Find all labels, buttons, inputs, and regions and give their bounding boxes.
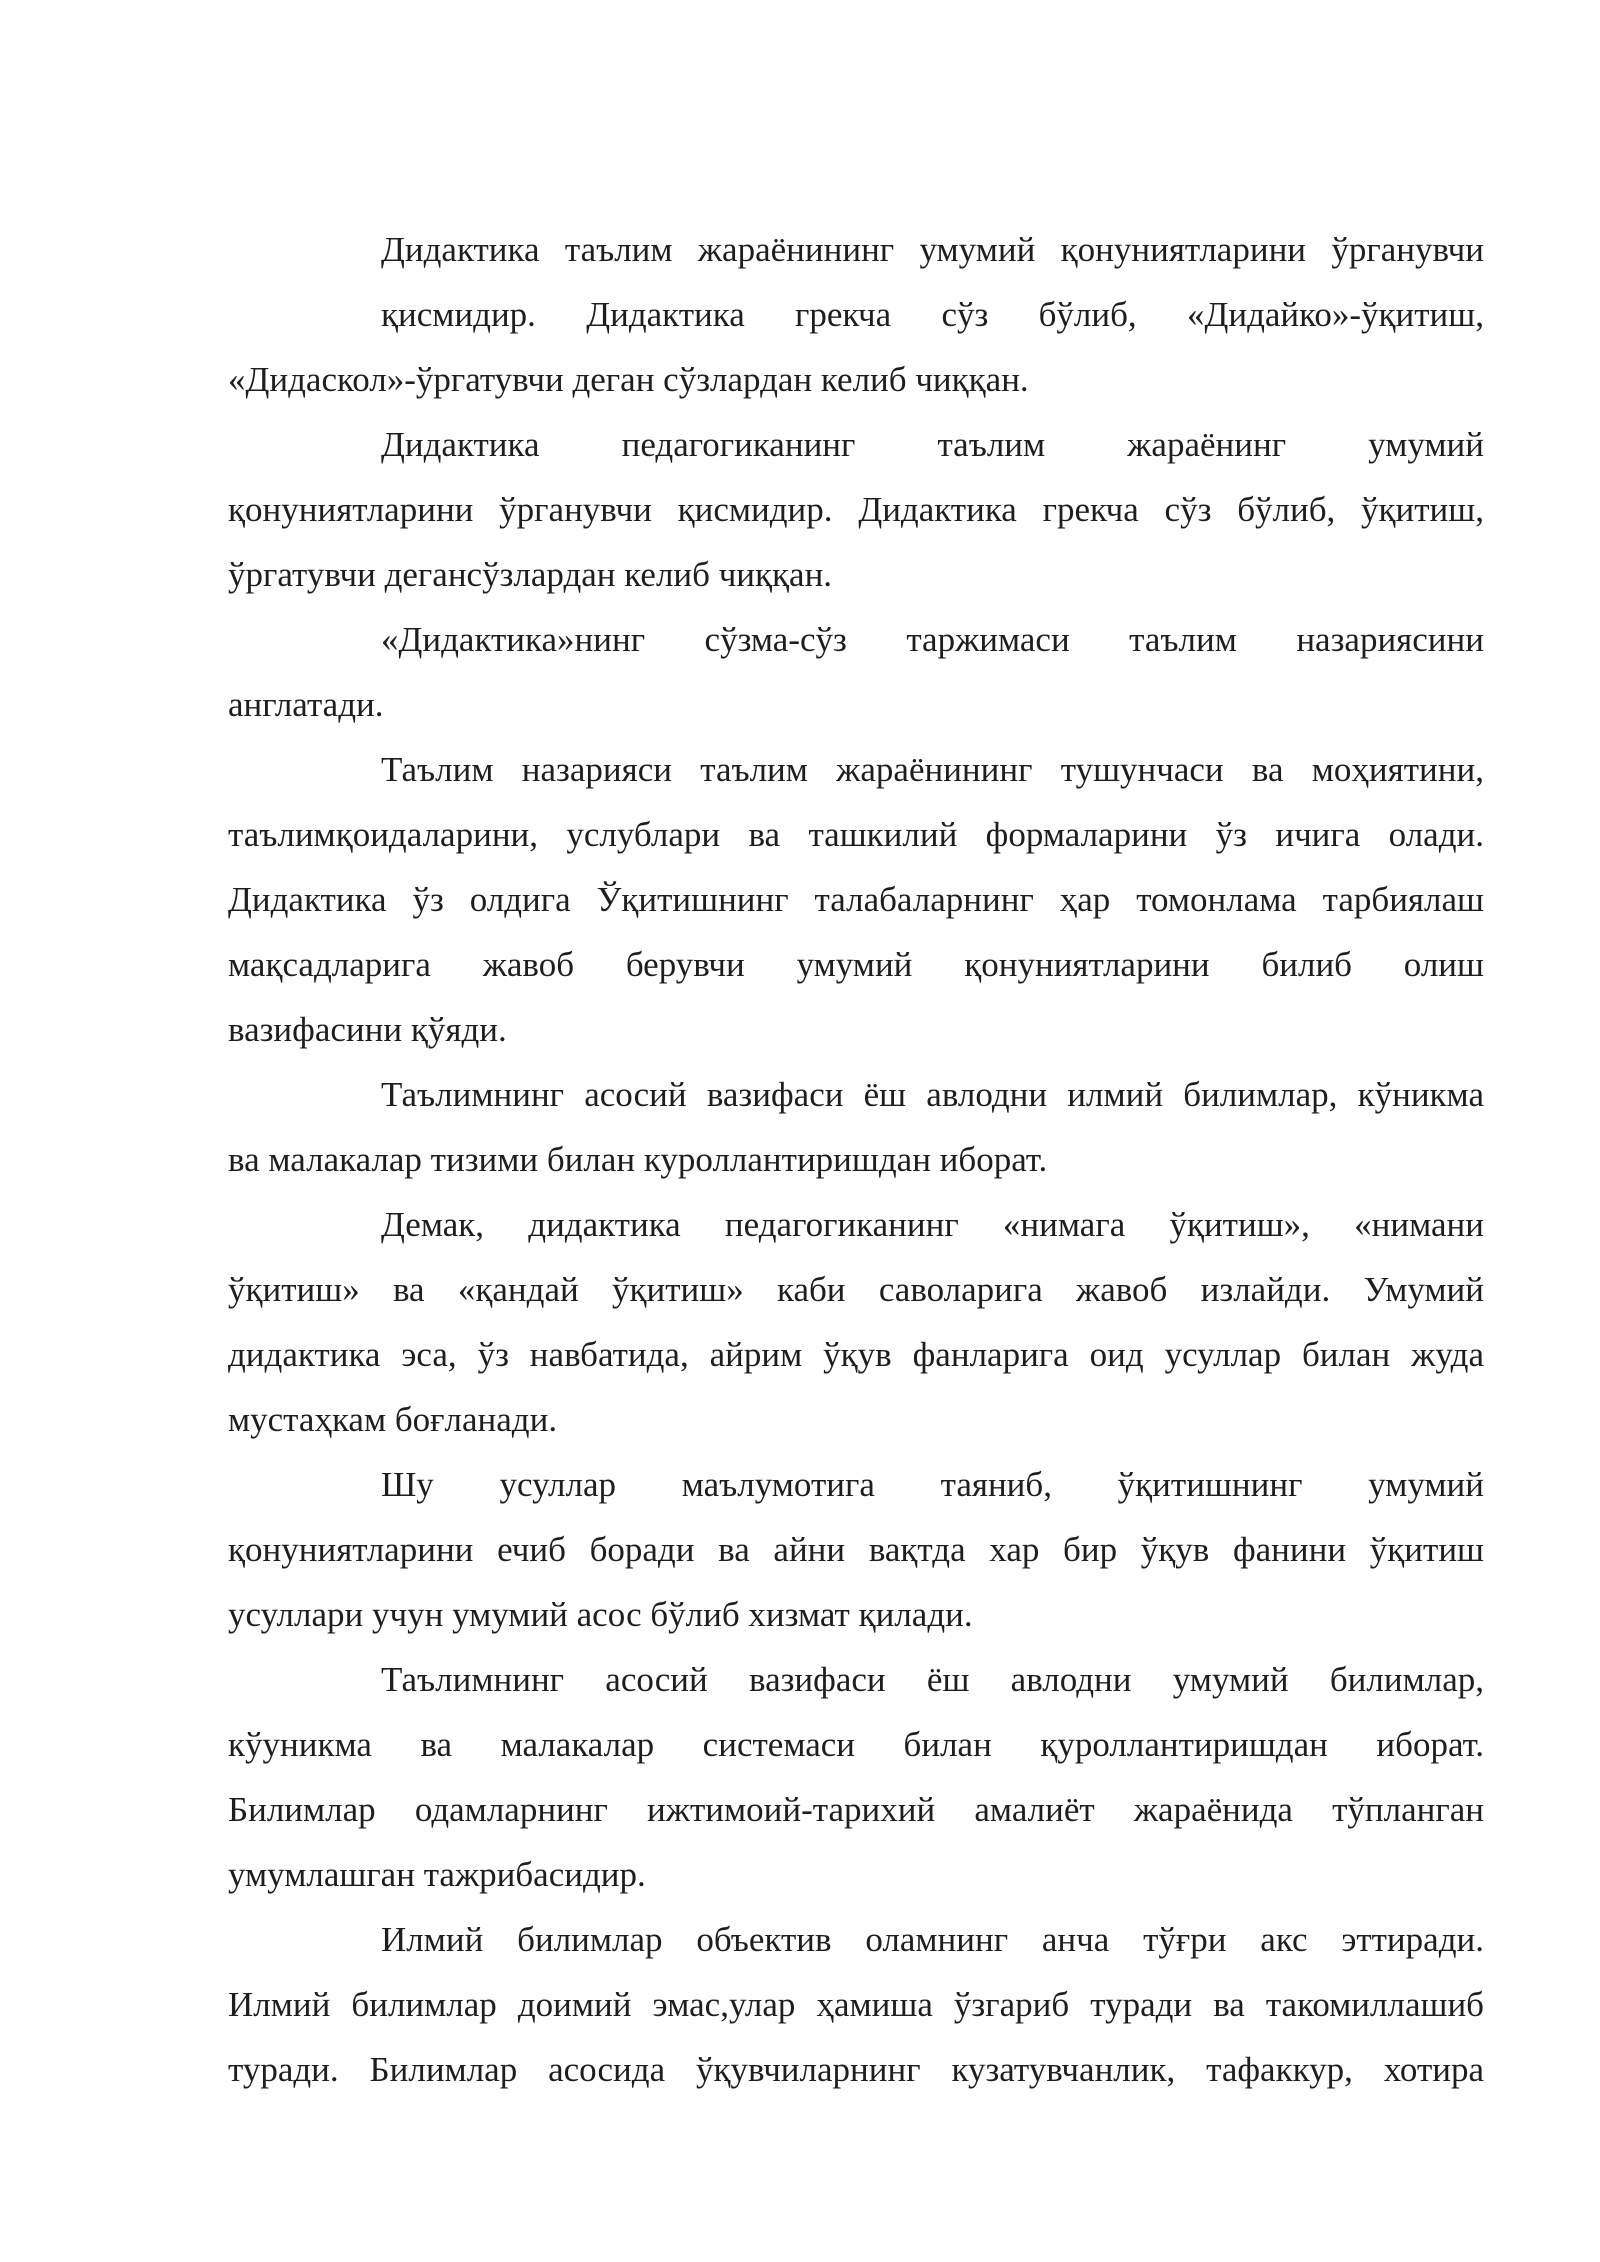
text-line: Дидактика таълим жараёнининг умумий қонуниятларини ўрганувчи: [381, 230, 1484, 269]
text-line: Дидактика педагогиканинг таълим жараёнинг умумий: [381, 425, 1484, 464]
text-line: туради. Билимлар асосида ўқувчиларнинг кузатувчанлик, тафаккур, хотира: [228, 2050, 1484, 2089]
text-line: Илмий билимлар доимий эмас,улар ҳамиша ўзгариб туради ва такомиллашиб: [228, 1985, 1484, 2024]
text-line: Шу усуллар маълумотига таяниб, ўқитишнинг умумий: [381, 1465, 1484, 1504]
text-line: Таълимнинг асосий вазифаси ёш авлодни умумий билимлар,: [381, 1660, 1484, 1699]
paragraph-4: [228, 737, 1484, 1062]
text-line: Таълимнинг асосий вазифаси ёш авлодни илмий билимлар, кўникма: [381, 1075, 1484, 1114]
text-line: ва малакалар тизими билан куроллантиришдан иборат.: [228, 1140, 1048, 1179]
text-line: Дидактика ўз олдига Ўқитишнинг талабаларнинг ҳар томонлама тарбиялаш: [228, 880, 1484, 919]
text-line: қонуниятларини ўрганувчи қисмидир. Дидактика грекча сўз бўлиб, ўқитиш,: [228, 490, 1484, 529]
text-line: вазифасини қўяди.: [228, 1010, 507, 1049]
text-line: дидактика эса, ўз навбатида, айрим ўқув фанларига оид усуллар билан жуда: [228, 1335, 1484, 1374]
text-line: таълимқоидаларини, услублари ва ташкилий формаларини ўз ичига олади.: [228, 815, 1484, 854]
paragraph-2: [228, 412, 1484, 607]
text-line: «Дидаскол»-ўргатувчи деган сўзлардан келиб чиққан.: [228, 360, 1029, 399]
text-line: умумлашган тажрибасидир.: [228, 1855, 646, 1894]
paragraph-6: [228, 1192, 1484, 1452]
text-line: ўқитиш» ва «қандай ўқитиш» каби саволарига жавоб излайди. Умумий: [228, 1270, 1484, 1309]
paragraph-8: [228, 1647, 1484, 1907]
text-line: Таълим назарияси таълим жараёнининг тушунчаси ва моҳиятини,: [381, 750, 1484, 789]
paragraph-9: [228, 1907, 1484, 2102]
text-line: қисмидир. Дидактика грекча сўз бўлиб, «Дидайко»-ўқитиш,: [381, 295, 1484, 334]
text-line: Илмий билимлар объектив оламнинг анча тўғри акс эттиради.: [381, 1920, 1484, 1959]
text-line: «Дидактика»нинг сўзма-сўз таржимаси таълим назариясини: [381, 620, 1484, 659]
text-line: англатади.: [228, 685, 384, 724]
document-body: [228, 217, 1484, 2102]
text-line: мақсадларига жавоб берувчи умумий қонуниятларини билиб олиш: [228, 945, 1484, 984]
text-line: усуллари учун умумий асос бўлиб хизмат қилади.: [228, 1595, 973, 1634]
paragraph-7: [228, 1452, 1484, 1647]
text-line: Демак, дидактика педагогиканинг «нимага ўқитиш», «нимани: [381, 1205, 1484, 1244]
paragraph-1: [228, 217, 1484, 412]
text-line: кўуникма ва малакалар системаси билан қуроллантиришдан иборат.: [228, 1725, 1484, 1764]
paragraph-5: [228, 1062, 1484, 1192]
text-line: мустаҳкам боғланади.: [228, 1400, 558, 1439]
text-line: Билимлар одамларнинг ижтимоий-тарихий амалиёт жараёнида тўпланган: [228, 1790, 1484, 1829]
paragraph-3: [228, 607, 1484, 737]
text-line: ўргатувчи дегансўзлардан келиб чиққан.: [228, 555, 833, 594]
text-line: қонуниятларини ечиб боради ва айни вақтда хар бир ўқув фанини ўқитиш: [228, 1530, 1484, 1569]
